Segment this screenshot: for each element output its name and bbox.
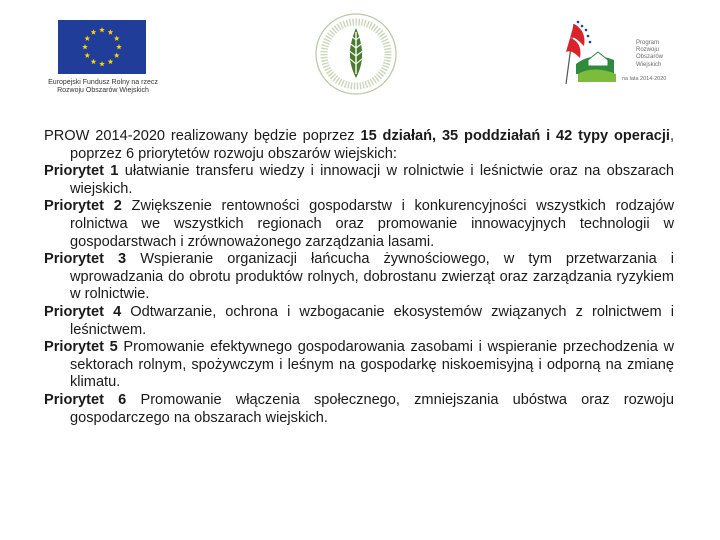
document-body	[44, 128, 674, 427]
prow-name-line-2: Rozwoju	[636, 47, 660, 54]
logo-bar	[0, 0, 720, 110]
priority-1	[44, 163, 674, 198]
priority-4	[44, 304, 674, 339]
eu-flag-icon	[58, 20, 146, 74]
prow-years: na lata 2014-2020	[622, 76, 667, 82]
intro-text-start: PROW 2014-2020 realizowany będzie poprzez	[44, 128, 361, 144]
priority-label: Priorytet 1	[44, 163, 119, 180]
intro-text-end: , poprzez 6 priorytetów rozwoju obszarów wiejskich:	[70, 128, 674, 162]
prow-name-line-1: Program	[636, 40, 660, 46]
priority-label: Priorytet 3	[44, 251, 127, 268]
priority-text: Zwiększenie rentowności gospodarstw i konkurencyjności wszystkich rodzajów rolnictwa we wszystkich regionach oraz promowanie innowacyjnych technologii w gospodarstwach i zrównoważonego zarządzania lasami.	[70, 198, 674, 250]
eu-caption	[38, 79, 168, 95]
priority-label: Priorytet 6	[44, 391, 127, 408]
priority-label: Priorytet 2	[44, 198, 122, 215]
priority-6	[44, 392, 674, 427]
eu-caption-line-2: Rozwoju Obszarów Wiejskich	[57, 87, 149, 94]
priority-text: ułatwianie transferu wiedzy i innowacji w rolnictwie i leśnictwie oraz na obszarach wiejskich.	[70, 163, 675, 197]
eu-caption-line-1: Europejski Fundusz Rolny na rzecz	[48, 79, 158, 86]
intro-paragraph	[44, 128, 674, 163]
prow-name	[636, 40, 663, 69]
prow-name-line-3: Obszarów	[636, 54, 664, 61]
priority-label: Priorytet 5	[44, 339, 118, 356]
priority-3	[44, 251, 674, 304]
priority-2	[44, 198, 674, 251]
prow-name-line-4: Wiejskich	[636, 61, 662, 68]
priority-5	[44, 339, 674, 392]
priority-text: Wspieranie organizacji łańcucha żywnościowego, w tym przetwarzania i wprowadzania do obrotu produktów rolnych, dobrostanu zwierząt oraz zarządzania ryzykiem w rolnictwie.	[70, 251, 675, 303]
priority-text: Odtwarzanie, ochrona i wzbogacanie ekosystemów związanych z rolnictwem i leśnictwem.	[70, 303, 675, 338]
priority-text: Promowanie efektywnego gospodarowania zasobami i wspieranie przechodzenia w sektorach rolnym, spożywczym i leśnym na gospodarkę niskoemisyjną i odporną na zmianę klimatu.	[70, 339, 674, 391]
eu-logo	[38, 20, 168, 95]
intro-counts: 15 działań, 35 poddziałań i 42 typy operacji	[360, 128, 670, 144]
prow-logo	[552, 16, 702, 96]
prow-flag-logo-icon	[552, 16, 632, 88]
priority-label: Priorytet 4	[44, 303, 122, 320]
wheat-seal-icon	[312, 10, 400, 98]
priority-text: Promowanie włączenia społecznego, zmniejszania ubóstwa oraz rozwoju gospodarczego na obszarach wiejskich.	[70, 391, 674, 426]
